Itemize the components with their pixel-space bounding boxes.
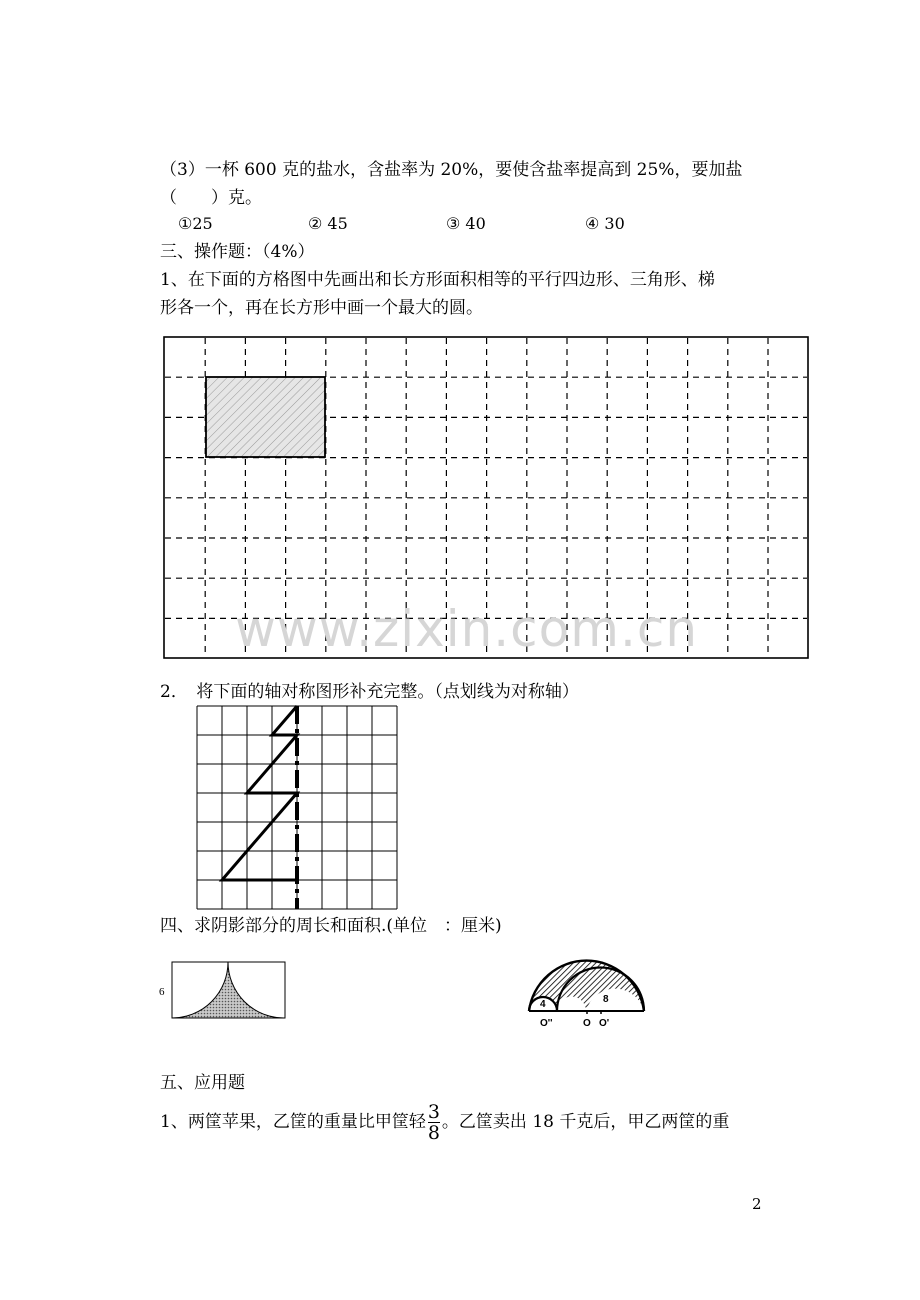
symmetry-figure xyxy=(196,705,400,911)
o-small-label: O'' xyxy=(540,1018,553,1029)
big-radius-label: 8 xyxy=(603,994,609,1005)
option-4: ④ 30 xyxy=(585,214,625,233)
o-center-label: O xyxy=(583,1018,591,1029)
q3-line1: （3）一杯 600 克的盐水，含盐率为 20%，要使含盐率提高到 25%，要加盐 xyxy=(160,160,743,180)
o-big-label: O' xyxy=(599,1018,610,1029)
s5-q1-pre: 1、两筐苹果，乙筐的重量比甲筐轻 xyxy=(160,1112,426,1132)
fraction-denominator: 8 xyxy=(427,1122,440,1144)
small-radius-label: 4 xyxy=(540,999,546,1010)
section3-title: 三、操作题：（4%） xyxy=(160,242,315,262)
section5-title: 五、应用题 xyxy=(160,1073,245,1093)
s5-q1 xyxy=(160,1100,729,1144)
s3-q1-line1: 1、在下面的方格图中先画出和长方形面积相等的平行四边形、三角形、梯 xyxy=(160,270,715,290)
shaded-rectangle xyxy=(206,377,325,457)
shadow-figure-2 xyxy=(524,955,654,1035)
watermark: www.zixin.com.cn xyxy=(235,600,699,658)
option-2: ② 45 xyxy=(308,214,348,233)
q3-line2: （ ）克。 xyxy=(160,188,262,208)
shadow-figure-1 xyxy=(155,955,295,1030)
option-3: ③ 40 xyxy=(446,214,486,233)
page-number: 2 xyxy=(752,1195,762,1213)
s5-q1-post: 。乙筐卖出 18 千克后，甲乙两筐的重 xyxy=(441,1112,730,1132)
section4-title: 四、求阴影部分的周长和面积.(单位 ：厘米) xyxy=(160,916,502,936)
s3-q2: 2． 将下面的轴对称图形补充完整。（点划线为对称轴） xyxy=(160,682,579,702)
s3-q1-line2: 形各一个，再在长方形中画一个最大的圆。 xyxy=(160,298,483,318)
fraction-numerator: 3 xyxy=(427,1101,440,1123)
fraction xyxy=(428,1102,440,1143)
side-label: 6 xyxy=(159,986,165,998)
option-1: ①25 xyxy=(178,214,213,233)
